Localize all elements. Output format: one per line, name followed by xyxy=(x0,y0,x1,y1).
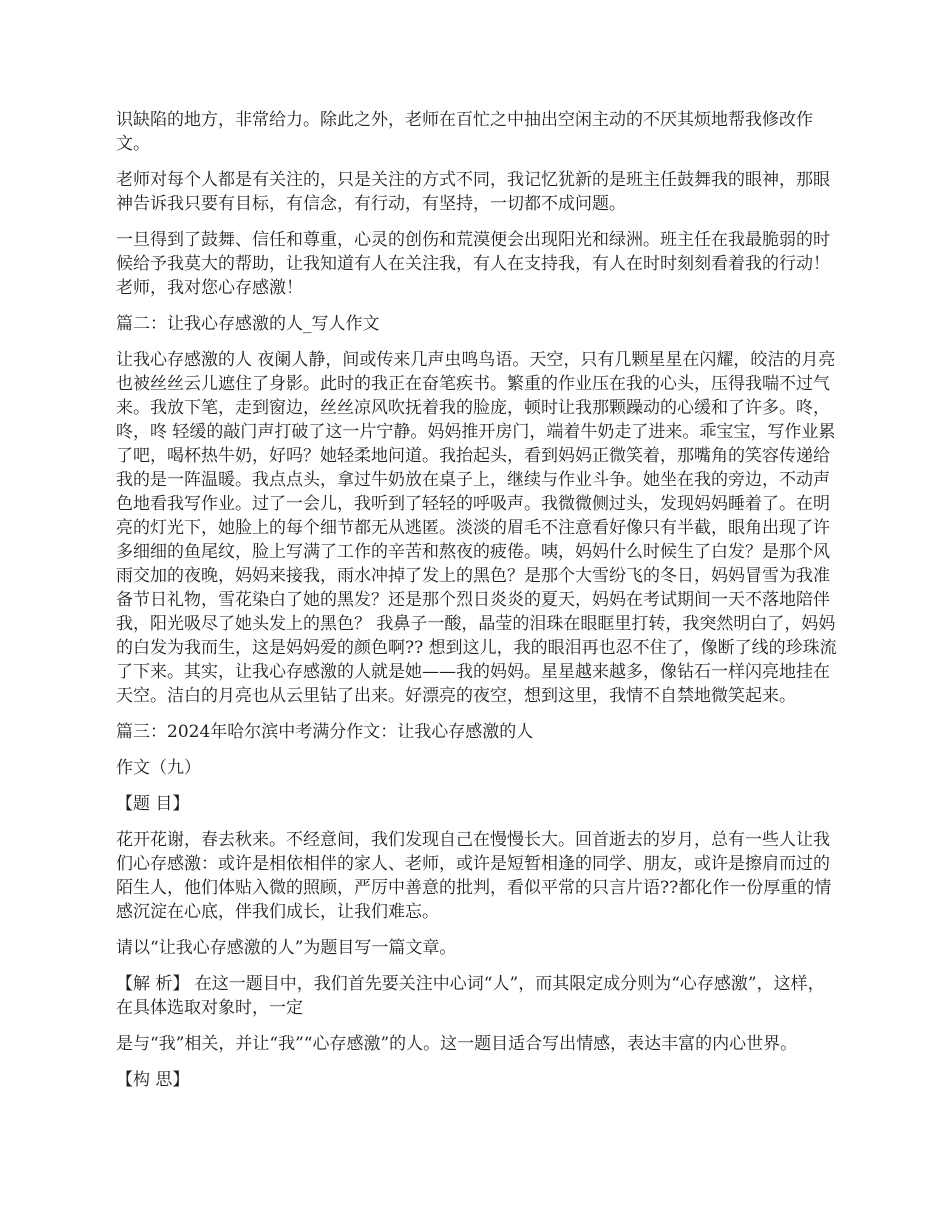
concept-heading: 【构 思】 xyxy=(116,1070,190,1090)
paragraph-mother-story: 让我心存感激的人 夜阑人静，间或传来几声虫鸣鸟语。天空，只有几颗星星在闪耀，皎洁的月亮也被丝丝云儿遮住了身影。此时的我正在奋笔疾书。繁重的作业压在我的心头，压得我喘不过气来。我放下笔，走到窗边，丝丝凉风吹抚着我的脸庞，顿时让我那颗躁动的心缓和了许多。咚，咚，咚 轻缓的敲门声打破了这一片宁静。妈妈推开房门，端着牛奶走了进来。乖宝宝，写作业累了吧，喝杯热牛奶，好吗？她轻柔地问道。我抬起头，看到妈妈正微笑着，那嘴角的笑容传递给我的是一阵温暖。我点点头，拿过牛奶放在桌子上，继续与作业斗争。她坐在我的旁边，不动声色地看我写作业。过了一会儿，我听到了轻轻的呼吸声。我微微侧过头，发现妈妈睡着了。在明亮的灯光下，她脸上的每个细节都无从逃匿。淡淡的眉毛不注意看好像只有半截，眼角出现了许多细细的鱼尾纹，脸上写满了工作的辛苦和熬夜的疲倦。咦，妈妈什么时候生了白发？是那个风雨交加的夜晚，妈妈来接我，雨水冲掉了发上的黑色？是那个大雪纷飞的冬日，妈妈冒雪为我准备节日礼物，雪花染白了她的黑发？还是那个烈日炎炎的夏天，妈妈在考试期间一天不落地陪伴我，阳光吸尽了她头发上的黑色？ 我鼻子一酸，晶莹的泪珠在眼眶里打转，我突然明白了，妈妈的白发为我而生，这是妈妈爱的颜色啊?? 想到这儿，我的眼泪再也忍不住了，像断了线的珍珠流了下来。其实，让我心存感激的人就是她——我的妈妈。星星越来越多，像钻石一样闪亮地挂在天空。洁白的月亮也从云里钻了出来。好漂亮的夜空，想到这里，我情不自禁地微笑起来。 xyxy=(116,350,837,706)
paragraph-analysis-continued: 是与“我”相关，并让“我”“心存感激”的人。这一题目适合写出情感，表达丰富的内心世界。 xyxy=(116,1034,798,1054)
section-title-part-three: 篇三：2024年哈尔滨中考满分作文：让我心存感激的人 xyxy=(116,722,534,742)
paragraph-encouragement: 一旦得到了鼓舞、信任和尊重，心灵的创伤和荒漠便会出现阳光和绿洲。班主任在我最脆弱的时候给予我莫大的帮助，让我知道有人在关注我，有人在支持我，有人在时时刻刻看着我的行动！老师，我对您心存感激！ xyxy=(116,230,830,298)
section-title-part-two: 篇二：让我心存感激的人_写人作文 xyxy=(116,314,380,334)
paragraph-writing-prompt: 请以“让我心存感激的人”为题目写一篇文章。 xyxy=(116,938,457,958)
essay-number-label: 作文（九） xyxy=(116,758,201,778)
paragraph-analysis: 【解 析】 在这一题目中，我们首先要关注中心词“人”，而其限定成分则为“心存感激”，这样，在具体选取对象时，一定 xyxy=(116,974,825,1018)
paragraph-topic-description: 花开花谢，春去秋来。不经意间，我们发现自己在慢慢长大。回首逝去的岁月，总有一些人让我们心存感激：或许是相依相伴的家人、老师，或许是短暂相逢的同学、朋友，或许是擦肩而过的陌生人，他们体贴入微的照顾，严厉中善意的批判，看似平常的只言片语??都化作一份厚重的情感沉淀在心底，伴我们成长，让我们难忘。 xyxy=(116,830,832,922)
document-page xyxy=(116,108,840,1104)
paragraph-teacher-help: 识缺陷的地方，非常给力。除此之外，老师在百忙之中抽出空闲主动的不厌其烦地帮我修改作文。 xyxy=(116,110,813,154)
topic-heading: 【题 目】 xyxy=(116,794,190,814)
paragraph-teacher-attention: 老师对每个人都是有关注的，只是关注的方式不同，我记忆犹新的是班主任鼓舞我的眼神，那眼神告诉我只要有目标，有信念，有行动，有坚持，一切都不成问题。 xyxy=(116,170,830,214)
